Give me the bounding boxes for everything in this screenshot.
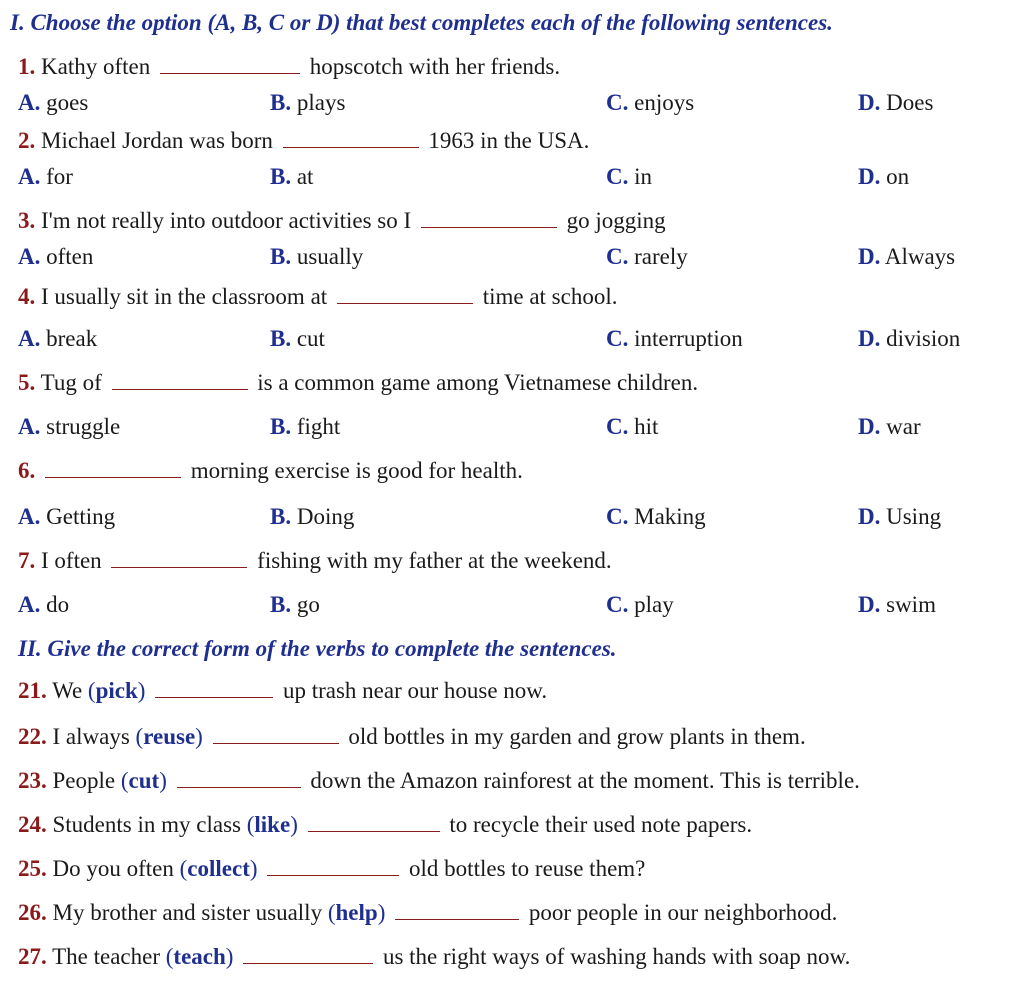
option-c: C. hit [606,414,659,439]
option-a: A. goes [18,90,89,115]
option-b: B. fight [270,414,341,439]
question-text-before: I'm not really into outdoor activities so I [41,208,412,233]
option-c: C. in [606,164,653,189]
option-c: C. enjoys [606,90,695,115]
question-number: 21. [18,678,47,703]
question-text-before: The teacher [52,944,160,969]
question-number: 25. [18,856,47,881]
question-1 [18,50,560,84]
option-b: B. plays [270,90,346,115]
verb-hint: help [335,900,378,925]
question-number: 22. [18,724,47,749]
option-a: A. do [18,592,70,617]
option-a: A. struggle [18,414,121,439]
question-text-after: is a common game among Vietnamese children. [257,370,699,395]
answer-blank [111,547,247,568]
question-24: 24. Students in my class (like) to recycle their used note papers. [18,812,753,837]
question-text-before: Kathy often [41,54,151,79]
question-23: 23. People (cut) down the Amazon rainforest at the moment. This is terrible. [18,768,860,793]
question-21: 21. We (pick) up trash near our house now. [18,678,548,703]
option-b: B. at [270,164,314,189]
question-number: 26. [18,900,47,925]
option-a: A. for [18,164,73,189]
question-22: 22. I always (reuse) old bottles in my garden and grow plants in them. [18,724,806,749]
option-b: B. Doing [270,504,355,529]
option-d: D. division [858,326,961,351]
option-c: C. play [606,592,674,617]
question-number: 6. [18,458,36,483]
option-d: D. war [858,414,921,439]
verb-hint: like [254,812,291,837]
question-number: 7. [18,548,36,573]
option-d: D. on [858,164,910,189]
question-number: 3. [18,208,36,233]
question-text-after: fishing with my father at the weekend. [257,548,612,573]
option-a: A. Getting [18,504,116,529]
question-7 [18,544,612,578]
options-7 [18,588,1008,622]
verb-hint: collect [187,856,250,881]
question-25: 25. Do you often (collect) old bottles to reuse them? [18,856,646,881]
option-b: B. usually [270,244,364,269]
verb-hint: reuse [143,724,196,749]
question-text-before: I usually sit in the classroom at [41,284,328,309]
question-number: 23. [18,768,47,793]
question-text-after: 1963 in the USA. [428,128,590,153]
option-b: B. go [270,592,320,617]
options-1 [18,86,1008,120]
answer-blank [213,723,339,744]
question-text-before: Tug of [40,370,102,395]
section1-heading: I. Choose the option (A, B, C or D) that best completes each of the following sentences. [10,10,833,35]
answer-blank [155,677,273,698]
question-27: 27. The teacher (teach) us the right ways of washing hands with soap now. [18,944,851,969]
question-26: 26. My brother and sister usually (help) poor people in our neighborhood. [18,900,838,925]
verb-hint: cut [128,768,160,793]
option-c: C. rarely [606,244,688,269]
question-number: 5. [18,370,36,395]
answer-blank [308,811,440,832]
question-2 [18,124,589,158]
question-text-after: go jogging [566,208,666,233]
question-text-after: hopscotch with her friends. [309,54,561,79]
question-text-before: My brother and sister usually [52,900,323,925]
question-text-before: Students in my class [52,812,241,837]
question-number: 2. [18,128,36,153]
question-number: 1. [18,54,36,79]
options-2 [18,160,1008,194]
question-text-after: down the Amazon rainforest at the moment. This is terrible. [310,768,860,793]
options-4 [18,322,1008,356]
question-text-before: We [52,678,83,703]
question-4 [18,280,617,314]
question-text-after: up trash near our house now. [282,678,548,703]
question-number: 27. [18,944,47,969]
question-text-before: I always [52,724,130,749]
answer-blank [421,207,557,228]
answer-blank [160,53,300,74]
question-text-after: old bottles in my garden and grow plants in them. [348,724,806,749]
question-text-after: morning exercise is good for health. [190,458,523,483]
question-text-after: to recycle their used note papers. [449,812,753,837]
question-number: 4. [18,284,36,309]
options-6 [18,500,1008,534]
verb-hint: teach [173,944,226,969]
option-d: D. Using [858,504,942,529]
question-text-after: old bottles to reuse them? [409,856,646,881]
option-b: B. cut [270,326,325,351]
answer-blank [395,899,519,920]
option-d: D. Does [858,90,934,115]
question-text-before: People [52,768,116,793]
question-6 [18,454,523,488]
answer-blank [243,943,373,964]
answer-blank [267,855,399,876]
option-d: D. Always [858,244,956,269]
option-a: A. break [18,326,98,351]
options-3 [18,240,1008,274]
question-3 [18,204,666,238]
question-text-after: poor people in our neighborhood. [528,900,838,925]
option-c: C. Making [606,504,706,529]
answer-blank [45,457,181,478]
options-5 [18,410,1008,444]
answer-blank [337,283,473,304]
option-d: D. swim [858,592,936,617]
section2-heading: II. Give the correct form of the verbs to complete the sentences. [18,636,617,661]
question-number: 24. [18,812,47,837]
question-text-before: Michael Jordan was born [41,128,273,153]
question-text-before: I often [41,548,102,573]
question-text-after: time at school. [482,284,618,309]
option-a: A. often [18,244,94,269]
answer-blank [112,369,248,390]
question-text-before: Do you often [52,856,174,881]
answer-blank [283,127,419,148]
question-5 [18,366,698,400]
verb-hint: pick [95,678,138,703]
option-c: C. interruption [606,326,743,351]
answer-blank [177,767,301,788]
question-text-after: us the right ways of washing hands with soap now. [382,944,851,969]
